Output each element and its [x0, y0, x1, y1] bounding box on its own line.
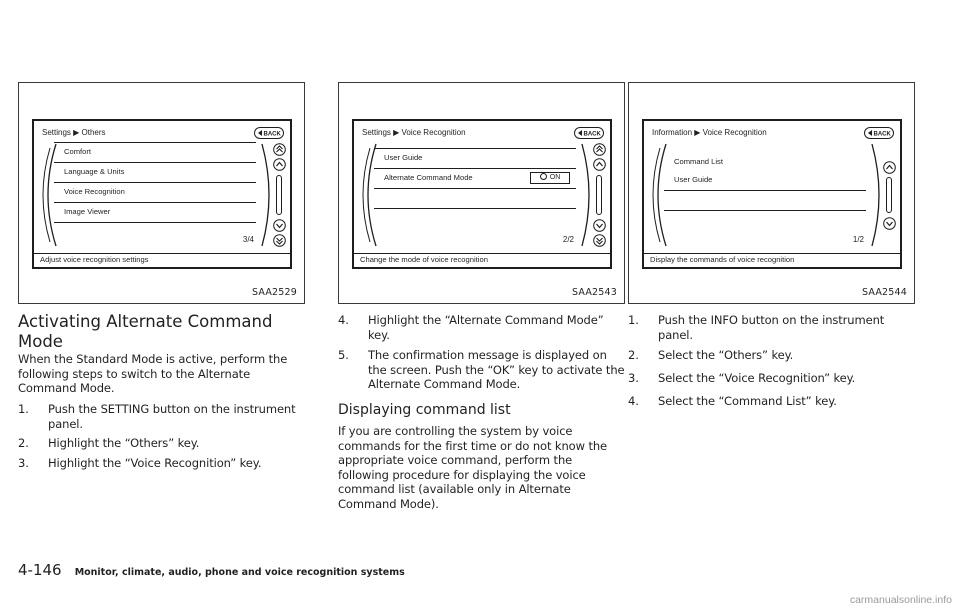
scrollbar: [276, 175, 282, 215]
figure-label: SAA2529: [251, 287, 297, 298]
step-number: 3.: [628, 371, 639, 385]
list-item-label: Alternate Command Mode: [384, 173, 473, 182]
step-number: 1.: [18, 402, 29, 416]
section-heading: Activating Alternate Command Mode: [18, 312, 273, 351]
screen-title: Settings ▶ Others: [42, 128, 106, 137]
page-footer: [18, 560, 405, 579]
status-bar: Adjust voice recognition settings: [34, 253, 290, 267]
step-text: Push the INFO button on the instrument panel.: [658, 313, 885, 342]
step-text: Select the “Voice Recognition” key.: [658, 371, 856, 385]
page-up-icon: [273, 143, 286, 156]
list-item-comfort: Comfort: [64, 147, 92, 156]
list-item-alternate-command-mode: [378, 168, 574, 188]
step-text: Highlight the “Others” key.: [48, 436, 200, 450]
step-item: [628, 394, 918, 409]
step-number: 2.: [628, 348, 639, 362]
back-label: BACK: [263, 131, 281, 138]
scrollbar: [596, 175, 602, 215]
step-number: 3.: [18, 456, 29, 470]
list-item-language-units: Language & Units: [64, 167, 125, 176]
status-bar: Change the mode of voice recognition: [354, 253, 610, 267]
page-indicator: 2/2: [562, 235, 574, 244]
row-divider: [664, 210, 866, 211]
radio-icon: [540, 173, 547, 180]
step-number: 1.: [628, 313, 639, 327]
step-item: [18, 456, 306, 471]
page-indicator: 1/2: [852, 235, 864, 244]
screen-title: Settings ▶ Voice Recognition: [362, 128, 466, 137]
back-button: [254, 127, 284, 139]
list-item-voice-recognition: Voice Recognition: [64, 187, 125, 196]
nav-screen: [352, 119, 612, 269]
step-item: [338, 313, 626, 342]
row-divider: [54, 222, 256, 223]
list-item-command-list: Command List: [674, 157, 723, 166]
nav-screen: [32, 119, 292, 269]
figure-settings-others: [18, 82, 305, 304]
row-divider: [374, 188, 576, 189]
toggle-label: ON: [549, 174, 561, 181]
command-list-paragraph: If you are controlling the system by voice commands for the first time or do not know the appropriate voice command, perform the following procedure for displaying the voice command list (available only in Alternate Command Mode).: [338, 424, 608, 511]
screen-title: Information ▶ Voice Recognition: [652, 128, 767, 137]
list-item-image-viewer: Image Viewer: [64, 207, 111, 216]
step-item: [628, 371, 918, 386]
step-number: 4.: [338, 313, 349, 327]
back-button: [864, 127, 894, 139]
back-label: BACK: [583, 131, 601, 138]
row-divider: [664, 190, 866, 191]
figure-label: SAA2544: [861, 287, 907, 298]
toggle-on-indicator: [530, 172, 570, 184]
figure-label: SAA2543: [571, 287, 617, 298]
list-item-user-guide: User Guide: [674, 175, 713, 184]
back-label: BACK: [873, 131, 891, 138]
step-text: The confirmation message is displayed on the screen. Push the “OK” key to activate the Alternate Command Mode.: [368, 348, 625, 391]
page-number: 4-146: [18, 561, 62, 579]
nav-screen: [642, 119, 902, 269]
figure-settings-voice-recognition: [338, 82, 625, 304]
step-text: Select the “Others” key.: [658, 348, 794, 362]
row-divider: [374, 208, 576, 209]
step-text: Highlight the “Alternate Command Mode” key.: [368, 313, 604, 342]
step-item: [18, 436, 306, 451]
scroll-down-icon: [883, 217, 896, 230]
step-number: 5.: [338, 348, 349, 362]
step-text: Highlight the “Voice Recognition” key.: [48, 456, 262, 470]
scroll-up-icon: [273, 158, 286, 171]
step-item: [18, 402, 306, 431]
step-item: [628, 313, 918, 342]
scroll-up-icon: [593, 158, 606, 171]
list-item-user-guide: User Guide: [384, 153, 423, 162]
scrollbar: [886, 177, 892, 213]
section-title: Monitor, climate, audio, phone and voice recognition systems: [74, 567, 405, 578]
scroll-up-icon: [883, 161, 896, 174]
status-bar: Display the commands of voice recognition: [644, 253, 900, 267]
scroll-down-icon: [593, 219, 606, 232]
step-item: [338, 348, 626, 392]
step-text: Push the SETTING button on the instrument panel.: [48, 402, 296, 431]
page-indicator: 3/4: [242, 235, 254, 244]
step-text: Select the “Command List” key.: [658, 394, 837, 408]
page-down-icon: [273, 234, 286, 247]
page-up-icon: [593, 143, 606, 156]
watermark: carmanualsonline.info: [849, 594, 952, 606]
step-number: 2.: [18, 436, 29, 450]
intro-paragraph: When the Standard Mode is active, perform the following steps to switch to the Alternate Command Mode.: [18, 352, 288, 395]
step-item: [628, 348, 918, 363]
subsection-heading: Displaying command list: [338, 402, 511, 418]
page-down-icon: [593, 234, 606, 247]
scroll-down-icon: [273, 219, 286, 232]
figure-information-voice-recognition: [628, 82, 915, 304]
back-button: [574, 127, 604, 139]
step-number: 4.: [628, 394, 639, 408]
